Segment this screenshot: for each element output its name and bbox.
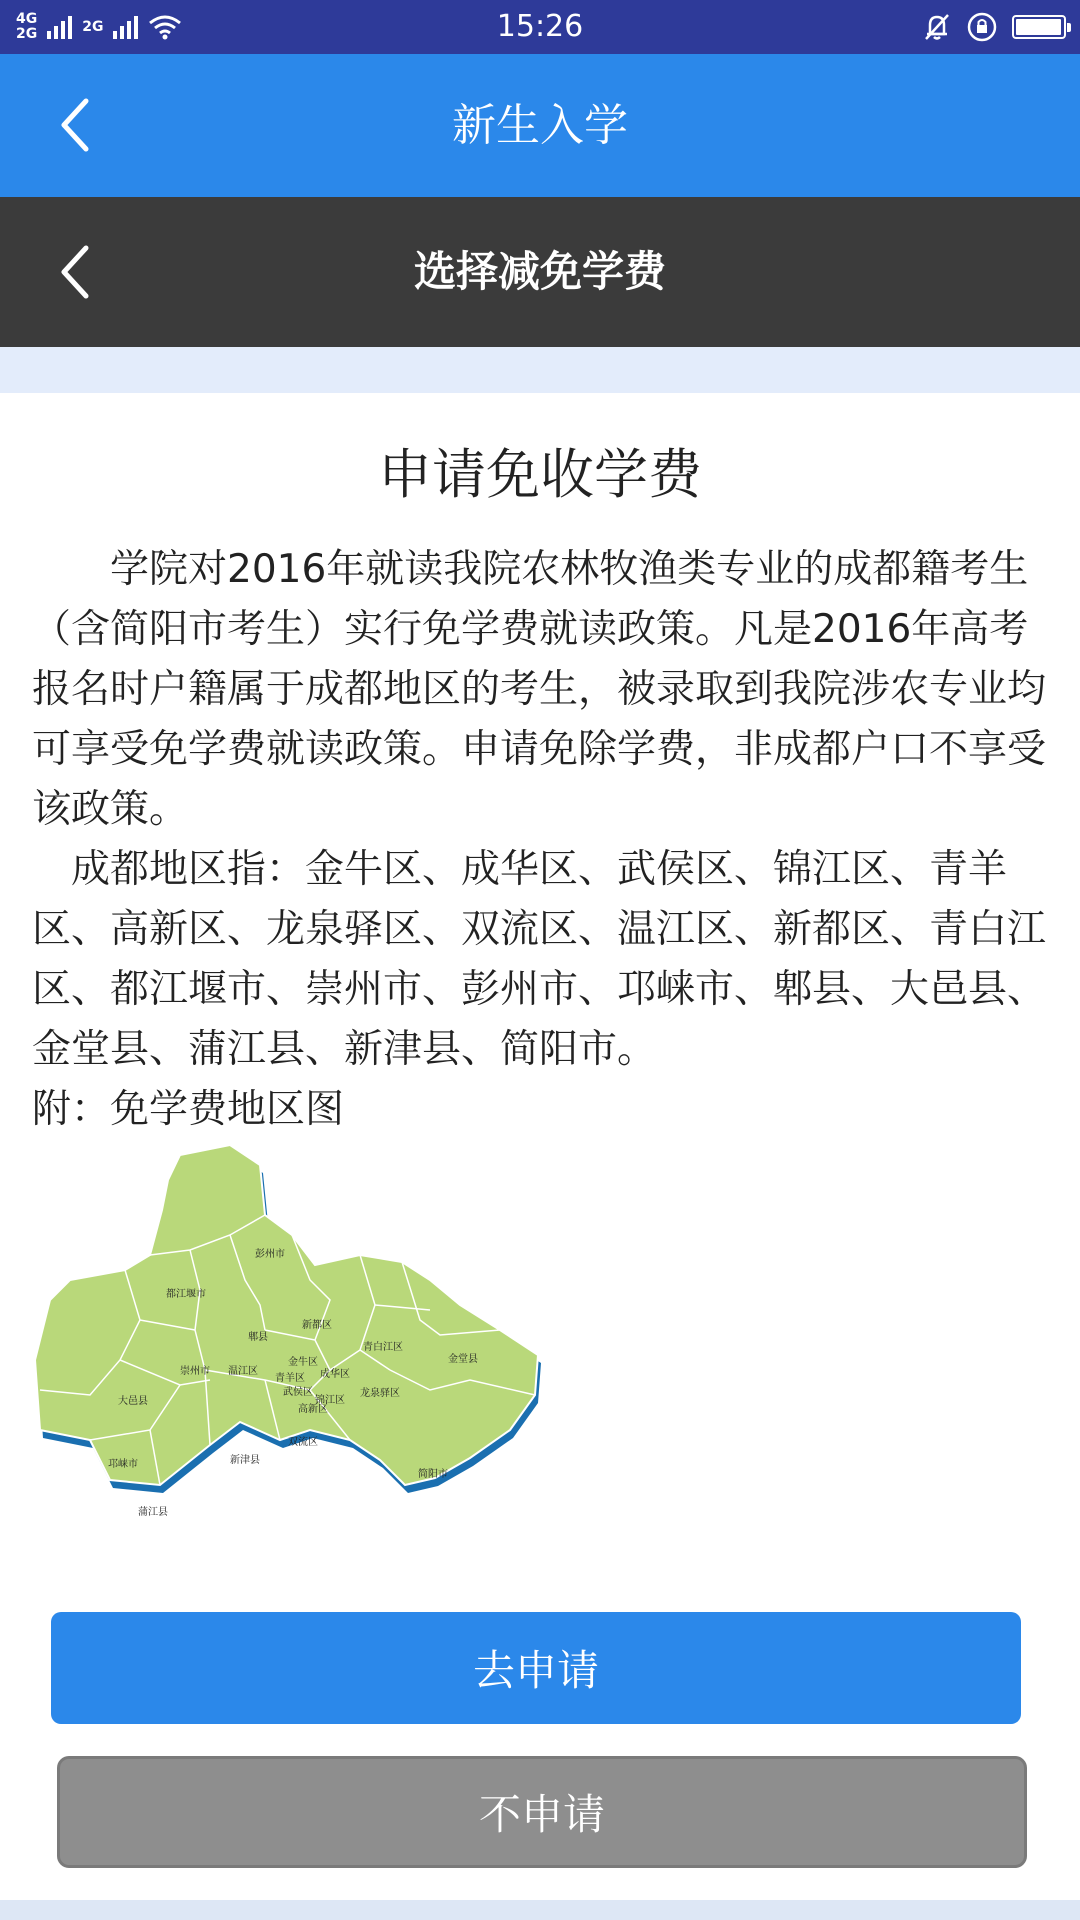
map-label-gaoxin: 高新区 <box>298 1404 328 1415</box>
map-label-xinjin: 新津县 <box>230 1455 260 1466</box>
lock-rotation-icon <box>966 11 998 43</box>
map-label-pengzhou: 彭州市 <box>255 1249 285 1260</box>
map-label-jinjiang: 锦江区 <box>315 1395 345 1406</box>
status-bar <box>0 0 1080 54</box>
map-label-xindu: 新都区 <box>302 1320 332 1331</box>
mute-icon <box>922 12 952 42</box>
map-label-shuangliu: 双流区 <box>288 1437 318 1448</box>
map-label-wuhou: 武侯区 <box>283 1387 313 1398</box>
status-time: 15:26 <box>496 9 584 44</box>
subheader-title: 选择减免学费 <box>413 247 666 296</box>
map-caption: 附：免学费地区图 <box>32 1087 345 1132</box>
map-label-qingbaijiang: 青白江区 <box>363 1342 403 1353</box>
region-map <box>30 1140 550 1580</box>
map-label-jinniu: 金牛区 <box>288 1357 318 1368</box>
decline-button[interactable]: 不申请 <box>57 1756 1027 1868</box>
apply-button[interactable]: 去申请 <box>51 1612 1021 1724</box>
map-label-chongzhou: 崇州市 <box>180 1366 210 1377</box>
policy-paragraph: 学院对2016年就读我院农林牧渔类专业的成都籍考生（含简阳市考生）实行免学费就读政策。凡是2016年高考报名时户籍属于成都地区的考生，被录取到我院涉农专业均可享受免学费就读政策。申请免除学费，非成都户口不享受该政策。 <box>32 547 1047 832</box>
map-label-qingyang: 青羊区 <box>275 1373 305 1384</box>
map-label-longquanyi: 龙泉驿区 <box>360 1388 400 1399</box>
map-label-dayi: 大邑县 <box>118 1396 148 1407</box>
status-right <box>922 8 1066 46</box>
map-land <box>35 1145 538 1485</box>
sub-header <box>0 197 1080 347</box>
map-label-pixian: 郫县 <box>248 1332 268 1343</box>
network2-label: 2G <box>82 18 104 35</box>
section-divider <box>0 347 1080 393</box>
region-list-paragraph: 成都地区指：金牛区、成华区、武侯区、锦江区、青羊区、高新区、龙泉驿区、双流区、温江区、新都区、青白江区、都江堰市、崇州市、彭州市、邛崃市、郫县、大邑县、金堂县、蒲江县、新津县、简阳市。 <box>32 847 1047 1072</box>
map-label-dujiangyan: 都江堰市 <box>166 1289 206 1300</box>
map-label-jianyang: 简阳市 <box>418 1469 448 1480</box>
map-label-jintang: 金堂县 <box>448 1354 478 1365</box>
network-2g-label: 2G <box>16 26 38 42</box>
map-label-pujiang: 蒲江县 <box>138 1507 168 1518</box>
network-4g-label: 4G <box>16 11 38 27</box>
bottom-edge <box>0 1900 1080 1920</box>
map-label-qionglai: 邛崃市 <box>108 1459 138 1470</box>
battery-icon <box>1012 15 1066 39</box>
content-title: 申请免收学费 <box>378 443 702 506</box>
content-body <box>32 540 1052 1140</box>
page-title: 新生入学 <box>452 100 628 151</box>
map-label-chenghua: 成华区 <box>320 1369 350 1380</box>
map-label-wenjiang: 温江区 <box>228 1366 258 1377</box>
app-header <box>0 54 1080 197</box>
region-map-image <box>30 1140 550 1580</box>
